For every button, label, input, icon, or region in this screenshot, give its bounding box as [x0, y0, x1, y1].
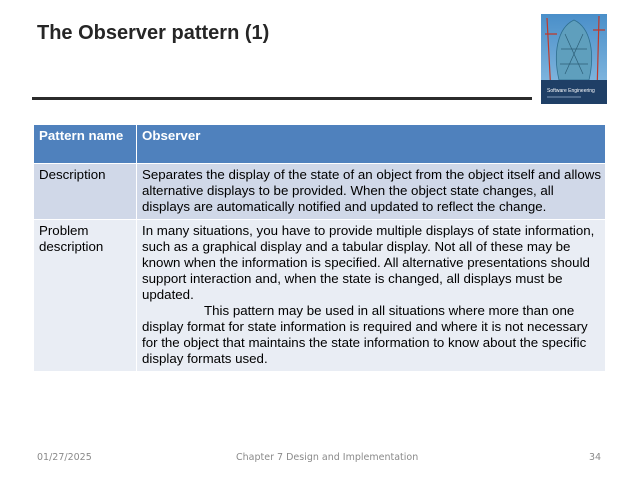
table-row — [34, 220, 606, 372]
table-row — [34, 164, 606, 220]
row-text-description: Separates the display of the state of an object from the object itself and allows alternative displays to be provided. When the object state changes, all displays are automatically notified and updated to reflect the change. — [137, 164, 606, 220]
footer-page-number: 34 — [589, 452, 602, 463]
title-divider — [32, 97, 532, 100]
slide-title: The Observer pattern (1) — [37, 22, 270, 44]
book-cover-image — [541, 14, 607, 104]
problem-text-paragraph-2: This pattern may be used in all situations where more than one display format for state information is required and where it is not necessary for the object that maintains the state information to know about the specific display formats used. — [142, 303, 588, 366]
row-label-problem-description: Problem description — [34, 220, 137, 372]
table-header-row — [34, 125, 606, 164]
row-text-problem-description — [137, 220, 606, 372]
pattern-table — [33, 124, 606, 372]
row-label-description: Description — [34, 164, 137, 220]
footer-chapter: Chapter 7 Design and Implementation — [236, 452, 419, 463]
footer-date: 01/27/2025 — [37, 452, 92, 463]
header-pattern-name: Pattern name — [34, 125, 137, 164]
problem-text-paragraph-1: In many situations, you have to provide multiple displays of state information, such as a graphical display and a tabular display. Not all of these may be known when the information is specified. All alternative presentations should support interaction and, when the state is changed, all displays must be updated. — [142, 223, 595, 302]
header-observer: Observer — [137, 125, 606, 164]
cover-title-text: Software Engineering — [547, 88, 595, 94]
